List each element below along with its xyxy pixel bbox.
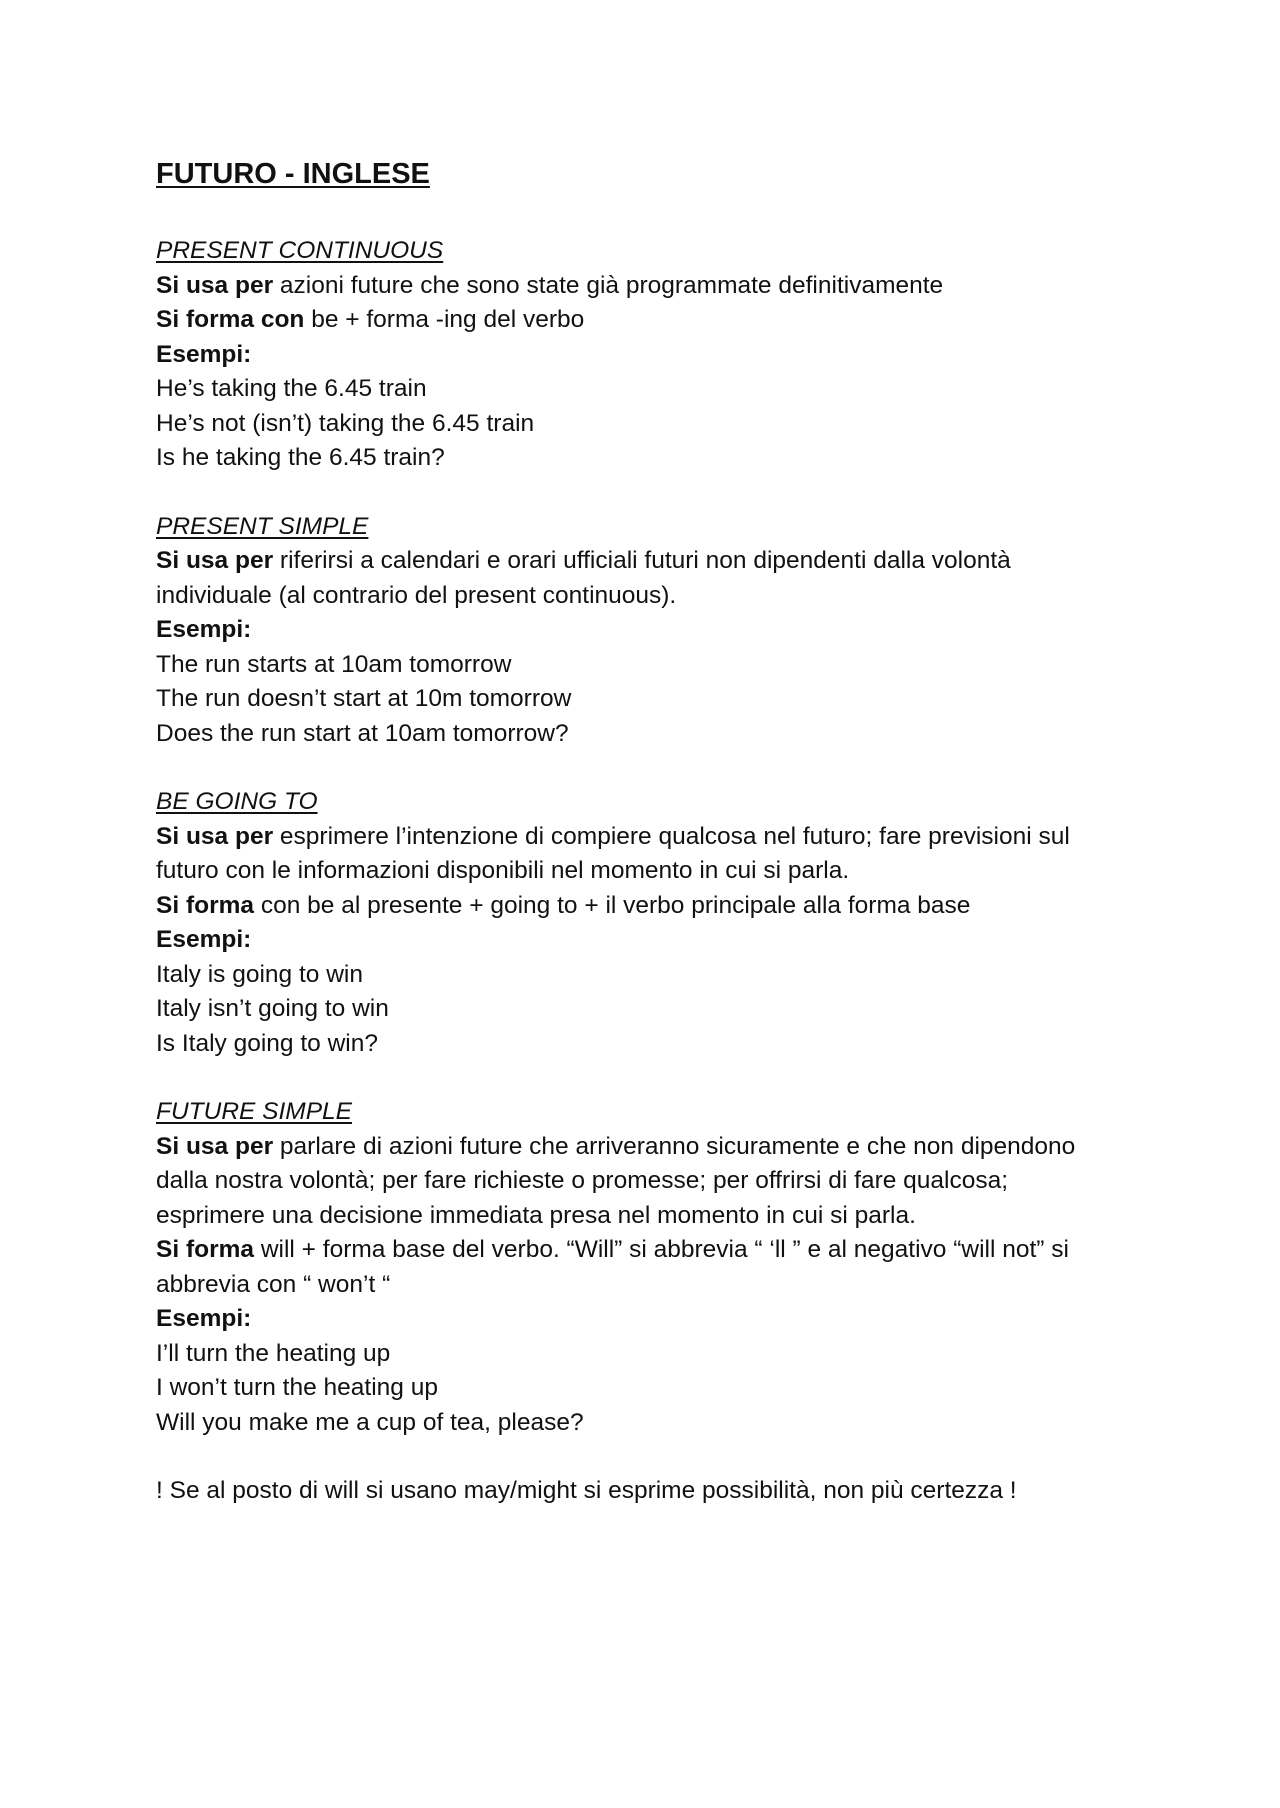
example-line: The run doesn’t start at 10m tomorrow — [156, 685, 572, 712]
example-line: Will you make me a cup of tea, please? — [156, 1408, 584, 1436]
form-line — [156, 889, 1156, 924]
example-line: Italy isn’t going to win — [156, 995, 389, 1022]
usage-line-continued: futuro con le informazioni disponibili nel momento in cui si parla. — [156, 857, 850, 884]
form-line — [156, 1233, 1156, 1268]
example-line: The run starts at 10am tomorrow — [156, 650, 512, 678]
form-label: Si forma — [156, 1236, 255, 1263]
usage-line-continued: esprimere una decisione immediata presa nel momento in cui si parla. — [156, 1201, 916, 1229]
form-label: Si forma — [156, 891, 255, 919]
usage-line — [156, 820, 1156, 855]
usage-line — [156, 544, 1156, 579]
example-line: He’s taking the 6.45 train — [156, 375, 427, 402]
document-page — [156, 152, 1156, 1533]
examples-label: Esempi: — [156, 926, 252, 953]
usage-label: Si usa per — [156, 547, 274, 574]
form-line-continued: abbrevia con “ won’t “ — [156, 1270, 391, 1298]
usage-line — [156, 269, 1156, 304]
example-line: I’ll turn the heating up — [156, 1339, 391, 1367]
section-future-simple — [156, 1095, 1156, 1440]
example-line: Is he taking the 6.45 train? — [156, 444, 445, 471]
form-label: Si forma con — [156, 306, 305, 333]
usage-text: esprimere l’intenzione di compiere qualcosa nel futuro; fare previsioni sul — [279, 822, 1070, 850]
example-line: Does the run start at 10am tomorrow? — [156, 719, 569, 747]
examples-label: Esempi: — [156, 340, 252, 368]
examples-label: Esempi: — [156, 1305, 252, 1332]
usage-text: riferirsi a calendari e orari ufficiali futuri non dipendenti dalla volontà — [279, 547, 1011, 574]
usage-line-continued: individuale (al contrario del present continuous). — [156, 581, 677, 609]
closing-note: ! Se al posto di will si usano may/might si esprime possibilità, non più certezza ! — [156, 1477, 1017, 1504]
section-title: PRESENT CONTINUOUS — [156, 237, 444, 264]
section-title: BE GOING TO — [156, 788, 318, 815]
form-line — [156, 303, 1156, 338]
example-line: Italy is going to win — [156, 960, 363, 988]
section-present-simple — [156, 510, 1156, 752]
example-line: I won’t turn the heating up — [156, 1374, 438, 1401]
section-be-going-to — [156, 785, 1156, 1061]
usage-line — [156, 1130, 1156, 1165]
section-title: FUTURE SIMPLE — [156, 1098, 353, 1125]
example-line: Is Italy going to win? — [156, 1029, 378, 1057]
section-present-continuous — [156, 234, 1156, 476]
usage-text: parlare di azioni future che arriveranno sicuramente e che non dipendono — [279, 1132, 1076, 1160]
usage-line-continued: dalla nostra volontà; per fare richieste o promesse; per offrirsi di fare qualcosa; — [156, 1167, 1009, 1194]
usage-text: azioni future che sono state già programmate definitivamente — [279, 271, 944, 299]
form-text: be + forma -ing del verbo — [311, 306, 585, 333]
section-title: PRESENT SIMPLE — [156, 512, 369, 540]
example-line: He’s not (isn’t) taking the 6.45 train — [156, 409, 535, 437]
examples-label: Esempi: — [156, 616, 252, 643]
form-text: con be al presente + going to + il verbo principale alla forma base — [260, 891, 971, 919]
document-title: FUTURO - INGLESE — [156, 158, 430, 190]
form-text: will + forma base del verbo. “Will” si abbrevia “ ‘ll ” e al negativo “will not” si — [260, 1236, 1069, 1263]
usage-label: Si usa per — [156, 822, 274, 850]
usage-label: Si usa per — [156, 1132, 274, 1160]
usage-label: Si usa per — [156, 271, 274, 299]
